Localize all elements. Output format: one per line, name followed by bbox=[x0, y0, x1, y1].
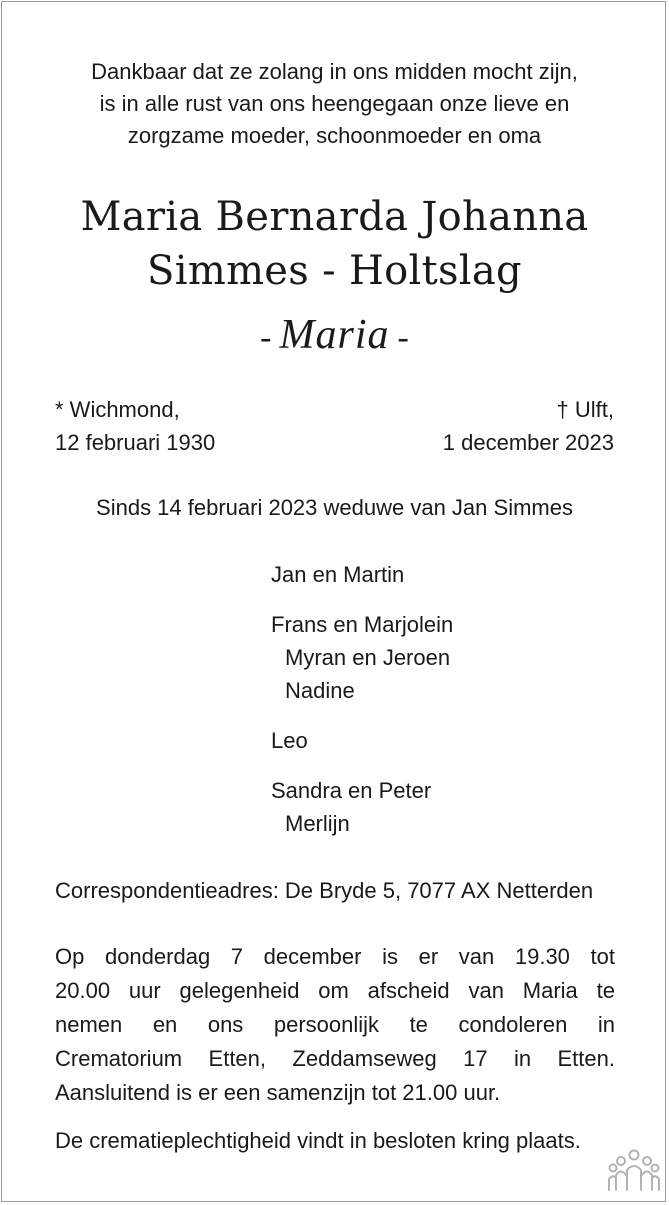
ceremony-line: Crematorium Etten, Zeddamseweg 17 in Etten. bbox=[55, 1046, 615, 1071]
family-member: Frans en Marjolein bbox=[271, 612, 454, 637]
name-line: Simmes - Holtslag bbox=[147, 248, 522, 294]
ceremony-text bbox=[55, 940, 615, 1110]
family-grandchild: Myran en Jeroen bbox=[285, 645, 451, 670]
family-member: Jan en Martin bbox=[271, 562, 405, 587]
family-people-icon bbox=[608, 1148, 660, 1192]
widow-text: Sinds 14 februari 2023 weduwe van Jan Simmes bbox=[96, 495, 573, 520]
family-member: Sandra en Peter bbox=[271, 778, 432, 803]
ceremony-line: Aansluitend is er een samenzijn tot 21.00 uur. bbox=[55, 1080, 501, 1105]
family-group bbox=[271, 774, 453, 840]
ceremony-line: nemen en ons persoonlijk te condoleren in bbox=[55, 1012, 615, 1037]
intro-line: Dankbaar dat ze zolang in ons midden mocht zijn, bbox=[91, 59, 578, 84]
calling-name bbox=[0, 310, 669, 363]
family-group bbox=[271, 724, 453, 757]
ceremony-line: Op donderdag 7 december is er van 19.30 tot bbox=[55, 944, 615, 969]
family-grandchild: Nadine bbox=[285, 678, 355, 703]
intro-line: zorgzame moeder, schoonmoeder en oma bbox=[127, 123, 542, 148]
birth-place: * Wichmond, bbox=[55, 397, 180, 422]
intro-text bbox=[40, 56, 629, 152]
family-list bbox=[271, 558, 453, 857]
family-grandchild: Merlijn bbox=[285, 811, 350, 836]
deceased-name bbox=[20, 190, 649, 298]
family-group bbox=[271, 608, 453, 707]
name-line: Maria Bernarda Johanna bbox=[80, 194, 589, 240]
death-date: 1 december 2023 bbox=[442, 430, 614, 455]
closing-text: De crematieplechtigheid vindt in besloten kring plaats. bbox=[55, 1128, 581, 1153]
death-info bbox=[443, 393, 614, 459]
family-member: Leo bbox=[271, 728, 308, 753]
birth-date: 12 februari 1930 bbox=[55, 430, 216, 455]
intro-line: is in alle rust van ons heengegaan onze lieve en bbox=[99, 91, 570, 116]
dash: - bbox=[397, 319, 409, 356]
birth-info bbox=[55, 393, 215, 459]
dash: - bbox=[260, 319, 272, 356]
calling-name-text: Maria bbox=[279, 312, 390, 358]
death-place: † Ulft, bbox=[556, 397, 614, 422]
family-group bbox=[271, 558, 453, 591]
correspondence-address: Correspondentieadres: De Bryde 5, 7077 AX Netterden bbox=[55, 878, 594, 903]
ceremony-line: 20.00 uur gelegenheid om afscheid van Maria te bbox=[55, 978, 615, 1003]
